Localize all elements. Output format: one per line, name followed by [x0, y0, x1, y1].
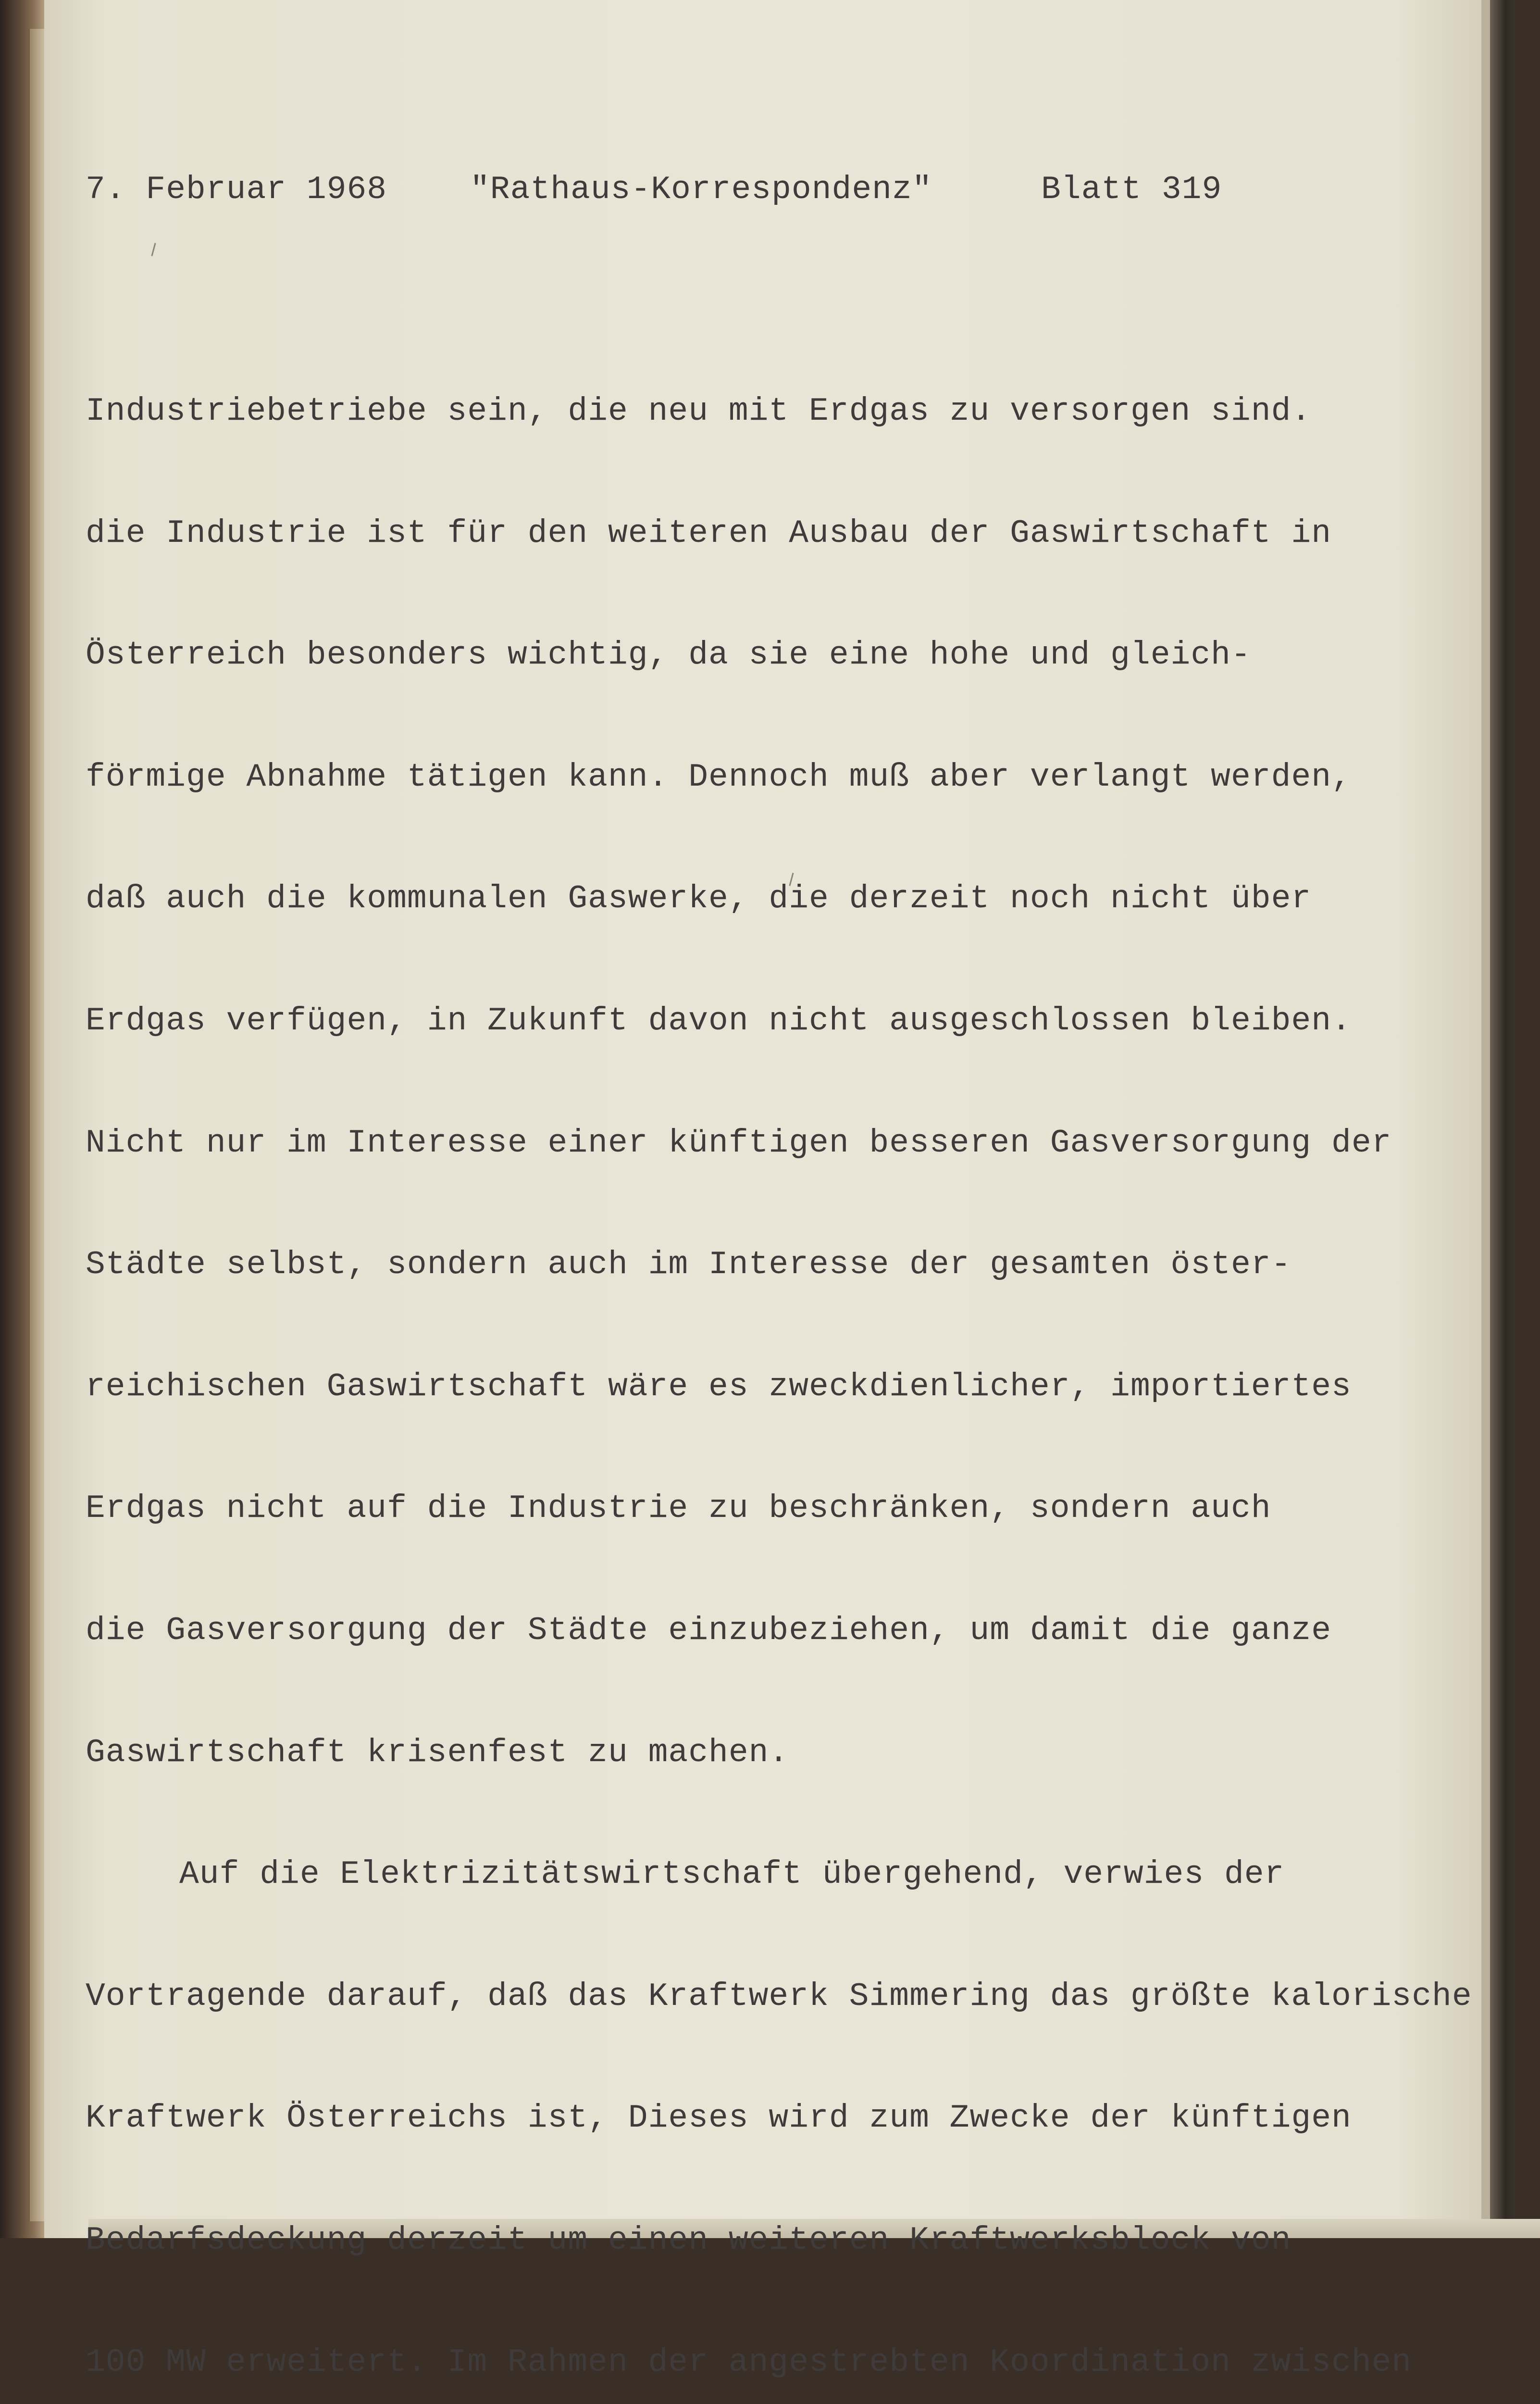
text-line: Erdgas nicht auf die Industrie zu beschränken, sondern auch	[86, 1490, 1271, 1528]
text-line: Nicht nur im Interesse einer künftigen besseren Gasversorgung der	[86, 1124, 1392, 1162]
paragraph-start-line: Auf die Elektrizitätswirtschaft übergehend, verwies der	[179, 1856, 1285, 1893]
text-line: Bedarfsdeckung derzeit um einen weiteren Kraftwerksblock von	[86, 2221, 1292, 2259]
body-text	[86, 313, 1472, 2404]
text-line: Städte selbst, sondern auch im Interesse der gesamten öster-	[86, 1246, 1292, 1284]
header-sheet-number: Blatt 319	[1041, 171, 1222, 208]
text-line: die Industrie ist für den weiteren Ausbau der Gaswirtschaft in	[86, 514, 1332, 552]
text-line: Gaswirtschaft krisenfest zu machen.	[86, 1734, 789, 1771]
text-line: reichischen Gaswirtschaft wäre es zweckdienlicher, importiertes	[86, 1368, 1352, 1405]
text-line: Kraftwerk Österreichs ist, Dieses wird zum Zwecke der künftigen	[86, 2100, 1352, 2137]
header-publication: "Rathaus-Korrespondenz"	[470, 171, 932, 208]
text-line: Erdgas verfügen, in Zukunft davon nicht ausgeschlossen bleiben.	[86, 1002, 1352, 1039]
text-line: Vortragende darauf, daß das Kraftwerk Simmering das größte kalorische	[86, 1978, 1472, 2015]
text-line: förmige Abnahme tätigen kann. Dennoch muß aber verlangt werden,	[86, 758, 1352, 796]
text-line: daß auch die kommunalen Gaswerke, die derzeit noch nicht über	[86, 880, 1312, 918]
scan-border	[1490, 0, 1515, 2238]
text-line: 100 MW erweitert. Im Rahmen der angestrebten Koordination zwischen	[86, 2343, 1412, 2381]
header-date: 7. Februar 1968	[86, 171, 387, 208]
text-line: Österreich besonders wichtig, da sie eine hohe und gleich-	[86, 637, 1251, 674]
text-line: die Gasversorgung der Städte einzubeziehen, um damit die ganze	[86, 1612, 1332, 1649]
page-edge-strip	[1481, 0, 1490, 2238]
text-line: Industriebetriebe sein, die neu mit Erdgas zu versorgen sind.	[86, 393, 1312, 430]
